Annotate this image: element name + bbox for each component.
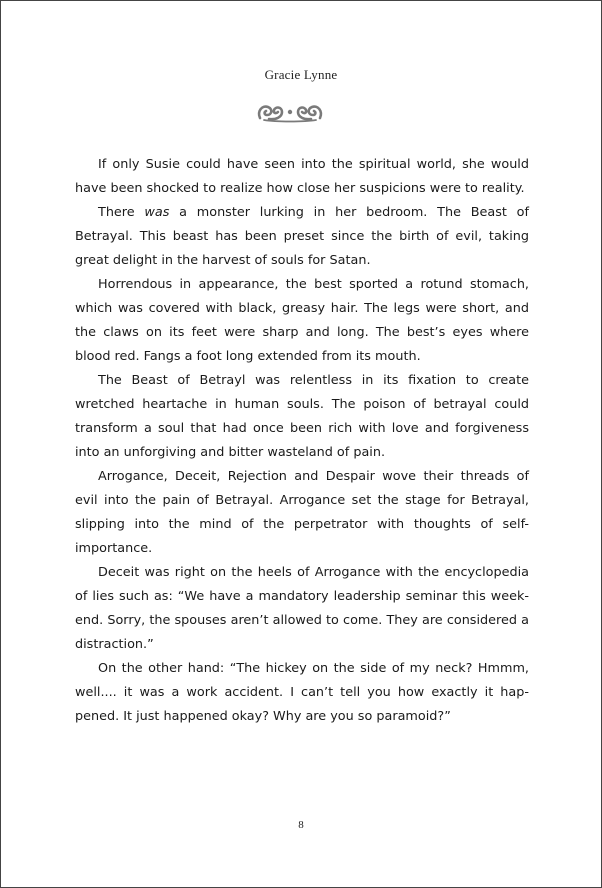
paragraph-6: Deceit was right on the heels of Arrogance with the encyclopedia of lies such as: “We have a mandatory leadership seminar this week-end. Sorry, the spouses aren’t allowed to come. They are considered a distraction.”: [75, 565, 529, 652]
paragraph-5: Arrogance, Deceit, Rejection and Despair wove their threads of evil into the pain of Betrayal. Arrogance set the stage for Betrayal, slipping into the mind of the perpetrator with thoughts of self-importance.: [75, 469, 529, 556]
paragraph-2-start: There: [98, 205, 145, 220]
paragraph-1: If only Susie could have seen into the spiritual world, she would have been shocked to realize how close her suspicions were to reality.: [75, 157, 529, 196]
running-head-author: Gracie Lynne: [264, 67, 338, 82]
paragraph-2-rest: a monster lurking in her bedroom. The Beast of Betrayal. This beast has been preset since the birth of evil, taking great delight in the harvest of souls for Satan.: [75, 205, 529, 268]
paragraph-3: Horrendous in appearance, the best sported a rotund stomach, which was covered with black, greasy hair. The legs were short, and the claws on its feet were sharp and long. The best’s eyes where blood red. Fangs a foot long extended from its mouth.: [75, 277, 529, 364]
paragraph-4: The Beast of Betrayl was relentless in its fixation to create wretched heartache in human souls. The poison of betrayal could transform a soul that had once been rich with love and forgiveness into an unforgiving and bitter wasteland of pain.: [75, 373, 529, 460]
page-number: 8: [298, 819, 304, 831]
paragraph-2: [75, 201, 529, 273]
paragraph-7: On the other hand: “The hickey on the side of my neck? Hmmm, well.... it was a work accident. I can’t tell you how exactly it hap-pened. It just happened okay? Why are you so paramoid?”: [75, 661, 529, 724]
paragraph-2-emphasis: was: [144, 205, 170, 220]
swirl-ornament-icon: [256, 101, 324, 123]
chapter-body-text: [75, 153, 529, 729]
